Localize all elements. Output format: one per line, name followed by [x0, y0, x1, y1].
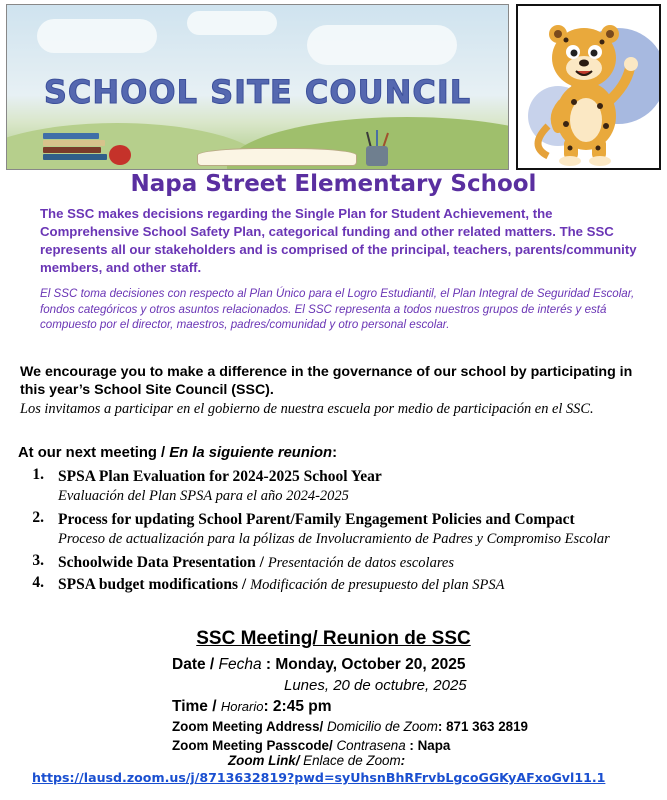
- agenda-item-separator: /: [255, 554, 268, 571]
- next-meeting-colon: :: [332, 445, 338, 461]
- books-illustration: [43, 133, 107, 165]
- agenda-item-title: Process for updating School Parent/Family Engagement Policies and Compact: [58, 511, 575, 528]
- zoom-meeting-address: [172, 719, 528, 734]
- time-value: : 2:45 pm: [263, 698, 332, 715]
- encourage-spanish: Los invitamos a participar en el gobierno de nuestra escuela por medio de participación en el SSC.: [20, 401, 594, 417]
- agenda-item-title-es: Proceso de actualización para la pólizas de Involucramiento de Padres y Compromiso Escolar: [58, 531, 610, 547]
- agenda-item-title-es: Evaluación del Plan SPSA para el año 2024-2025: [58, 488, 349, 504]
- meeting-date: [172, 656, 465, 674]
- zoom-address-label-es: Domicilio de Zoom: [327, 719, 438, 734]
- apple-icon: [109, 145, 131, 165]
- next-meeting-heading: [18, 445, 337, 461]
- zoom-link-colon: :: [400, 753, 406, 768]
- zoom-passcode-label: Zoom Meeting Passcode/: [172, 738, 337, 753]
- agenda-item-title-es: Presentación de datos escolares: [267, 555, 455, 571]
- agenda-item-title: SPSA budget modifications: [58, 576, 239, 593]
- agenda-item: [20, 552, 660, 573]
- banner-title: SCHOOL SITE COUNCIL: [43, 73, 472, 111]
- zoom-meeting-passcode: [172, 738, 450, 753]
- agenda-item: [20, 574, 660, 595]
- zoom-passcode-label-es: Contrasena: [336, 738, 406, 753]
- mascot-image: [516, 4, 661, 170]
- agenda-item: [20, 466, 660, 506]
- agenda-item-title: Schoolwide Data Presentation: [58, 554, 256, 571]
- agenda-item-number: 4.: [32, 574, 44, 591]
- school-name: Napa Street Elementary School: [130, 171, 537, 197]
- date-label: Date /: [172, 656, 219, 673]
- school-site-council-banner: [6, 4, 509, 170]
- next-meeting-label-es: En la siguiente reunion: [169, 445, 333, 461]
- agenda-item-number: 1.: [32, 466, 44, 483]
- date-label-es: Fecha: [218, 656, 262, 673]
- intro-english: The SSC makes decisions regarding the Single Plan for Student Achievement, the Comprehensive School Safety Plan, categorical funding and other related matters. The SSC represents all our stakeholders and is comprised of the principal, teachers, parents/community members, and other staff.: [40, 206, 637, 275]
- agenda-item-title-es: Modificación de presupuesto del plan SPSA: [250, 577, 505, 593]
- zoom-link-label: Zoom Link/: [228, 753, 304, 768]
- zoom-link-heading: [228, 753, 405, 768]
- pencil-cup-icon: [357, 130, 397, 166]
- meeting-heading: SSC Meeting/ Reunion de SSC: [196, 628, 471, 649]
- open-book-icon: [197, 148, 357, 166]
- agenda-item-title: SPSA Plan Evaluation for 2024-2025 School Year: [58, 468, 382, 485]
- next-meeting-label: At our next meeting /: [18, 445, 170, 461]
- agenda-item-number: 2.: [32, 509, 44, 526]
- date-value: : Monday, October 20, 2025: [261, 656, 466, 673]
- time-label: Time /: [172, 698, 221, 715]
- time-label-es: Horario: [220, 699, 264, 714]
- zoom-link-label-es: Enlace de Zoom: [303, 753, 401, 768]
- zoom-passcode-value: : Napa: [405, 738, 451, 753]
- zoom-address-label: Zoom Meeting Address/: [172, 719, 327, 734]
- zoom-address-value: : 871 363 2819: [437, 719, 528, 734]
- agenda-item: [20, 509, 660, 549]
- agenda-item-number: 3.: [32, 552, 44, 569]
- jaguar-mascot-icon: [518, 6, 659, 168]
- agenda-list: [20, 466, 660, 595]
- meeting-date-es: Lunes, 20 de octubre, 2025: [284, 677, 467, 694]
- encourage-english: We encourage you to make a difference in the governance of our school by participating in this year’s School Site Council (SSC).: [20, 364, 633, 398]
- intro-spanish: El SSC toma decisiones con respecto al Plan Único para el Logro Estudiantil, el Plan Integral de Seguridad Escolar, fondos categóricos y otros asuntos relacionados. El SSC representa a todos nuestros grupos de interés y está compuesto por el director, maestros, padres/comunidad y otro personal escolar.: [40, 287, 635, 331]
- meeting-time: [172, 698, 332, 716]
- zoom-link[interactable]: https://lausd.zoom.us/j/8713632819?pwd=syUhsnBhRFrvbLgcoGGKyAFxoGvl11.1: [32, 770, 606, 785]
- agenda-item-separator: /: [238, 576, 251, 593]
